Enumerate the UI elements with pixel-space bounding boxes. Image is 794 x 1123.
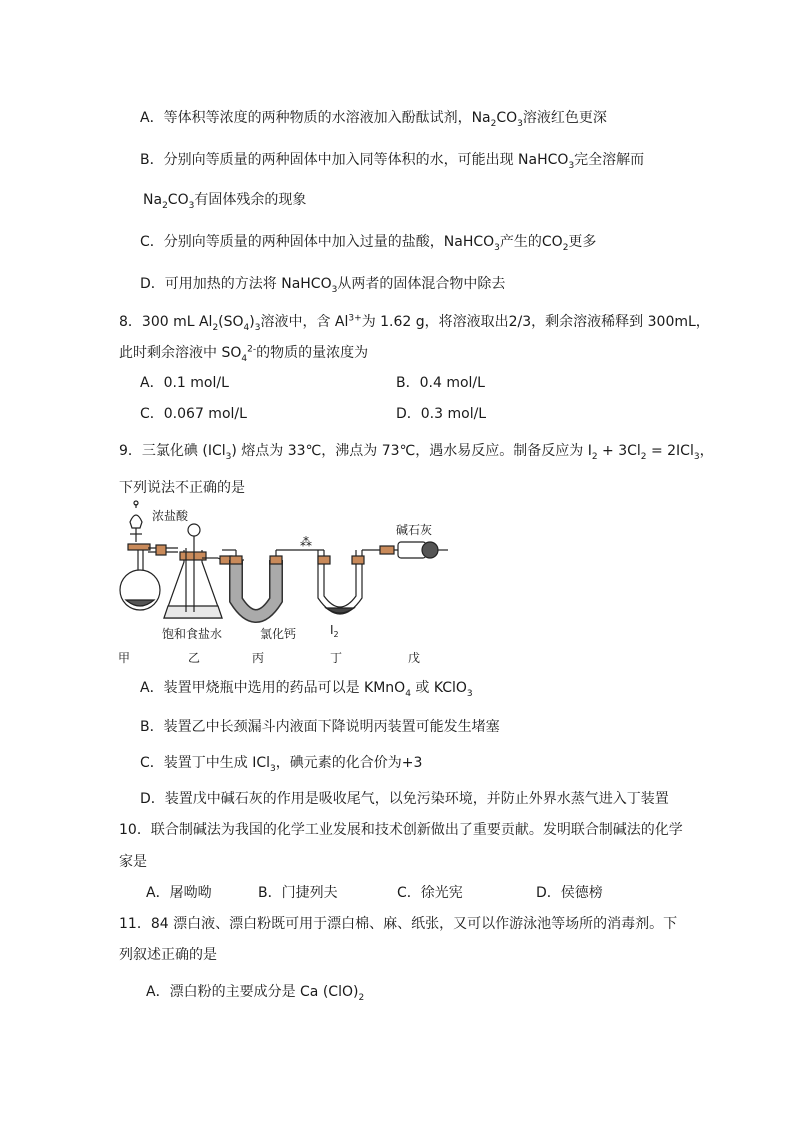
label-ding: 丁: [330, 651, 343, 665]
label-jia: 甲: [118, 651, 131, 665]
q7-option-a: A．等体积等浓度的两种物质的水溶液加入酚酞试剂，$Na_2CO_3$溶液红色更深: [140, 110, 607, 129]
q9-option-a: A．装置甲烧瓶中选用的药品可以是 KMnO$_4$ 或 KClO$_3$: [140, 680, 473, 699]
q10-option-d: D．侯德榜: [536, 885, 603, 901]
label-iodine: $I_2$: [330, 623, 339, 639]
apparatus-ding: [318, 550, 388, 614]
apparatus-wu: [380, 542, 448, 558]
label-saturated-brine: 饱和食盐水: [162, 627, 223, 641]
q10-stem-line2: 家是: [119, 854, 147, 870]
q7-option-d: D．可用加热的方法将 NaHCO$_3$从两者的固体混合物中除去: [140, 276, 506, 295]
q9-stem-line1: 9．三氯化碘 (ICl$_3$) 熔点为 33℃，沸点为 73℃，遇水易反应。制备反应为 $I_2 + 3Cl_2 = 2ICl_3$，: [119, 443, 714, 462]
label-conc-hcl: 浓盐酸: [152, 509, 189, 523]
q7-option-b-line1: B．分别向等质量的两种固体中加入同等体积的水，可能出现 NaHCO$_3$完全溶解而: [140, 152, 645, 171]
apparatus-yi: [164, 524, 232, 618]
apparatus-diagram: [118, 500, 458, 670]
q8-option-c: C．0.067 mol/L: [140, 406, 247, 422]
q8-option-d: D．0.3 mol/L: [396, 406, 487, 422]
q10-option-a: A．屠呦呦: [146, 885, 212, 901]
label-bing: 丙: [252, 651, 265, 665]
label-yi: 乙: [188, 651, 201, 665]
label-soda-lime: 碱石灰: [396, 523, 433, 537]
q7-option-c: C．分别向等质量的两种固体中加入过量的盐酸，NaHCO$_3$产生的$CO_2$更多: [140, 234, 597, 253]
label-wu: 戊: [408, 651, 421, 665]
q8-stem-line1: 8．300 mL $Al_2(SO_4)_3$溶液中，含 $Al^{3+}$为 1.62 g，将溶液取出2/3，剩余溶液稀释到 300mL，: [119, 313, 710, 333]
q11-stem-line2: 列叙述正确的是: [119, 947, 217, 963]
q8-option-b: B．0.4 mol/L: [396, 375, 485, 391]
q10-option-b: B．门捷列夫: [258, 885, 338, 901]
q8-stem-line2: 此时剩余溶液中 $SO_4^{2-}$的物质的量浓度为: [119, 344, 369, 364]
q7-option-b-line2: $Na_2CO_3$有固体残余的现象: [143, 192, 307, 211]
q9-option-b: B．装置乙中长颈漏斗内液面下降说明丙装置可能发生堵塞: [140, 719, 500, 735]
q9-stem-line2: 下列说法不正确的是: [119, 480, 245, 496]
svg-text:⁂: ⁂: [300, 535, 312, 549]
q10-option-c: C．徐光宪: [397, 885, 463, 901]
q9-option-c: C．装置丁中生成 ICl$_3$，碘元素的化合价为+3: [140, 755, 423, 774]
apparatus-bing: [222, 535, 324, 616]
q11-option-a: A．漂白粉的主要成分是 Ca $(ClO)_2$: [146, 984, 365, 1003]
q8-option-a: A．0.1 mol/L: [140, 375, 229, 391]
apparatus-svg: [118, 500, 458, 670]
q10-stem-line1: 10．联合制碱法为我国的化学工业发展和技术创新做出了重要贡献。发明联合制碱法的化学: [119, 822, 683, 838]
q9-option-d: D．装置戊中碱石灰的作用是吸收尾气，以免污染环境，并防止外界水蒸气进入丁装置: [140, 791, 669, 807]
q11-stem-line1: 11．84 漂白液、漂白粉既可用于漂白棉、麻、纸张，又可以作游泳池等场所的消毒剂。下: [119, 916, 678, 932]
label-calcium-chloride: 氯化钙: [260, 627, 297, 641]
